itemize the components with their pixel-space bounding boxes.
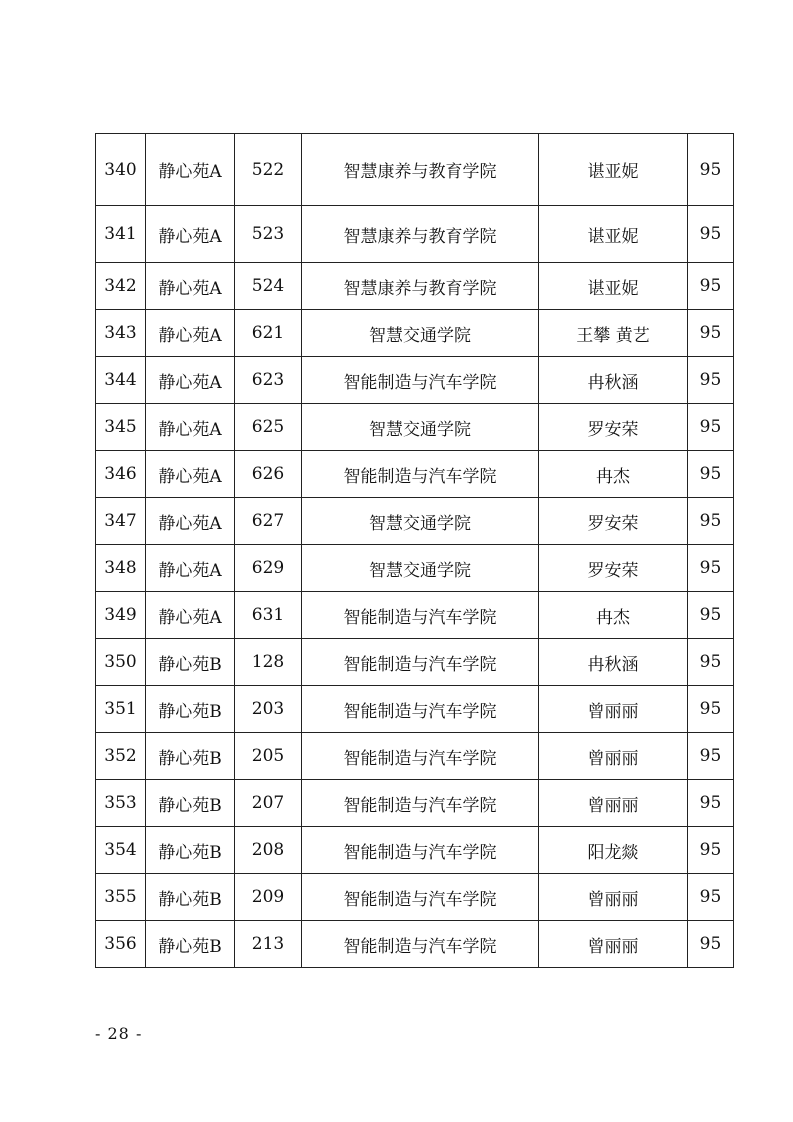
cell-building: 静心苑A — [146, 545, 235, 592]
cell-room: 524 — [235, 263, 302, 310]
cell-number: 349 — [96, 592, 146, 639]
cell-person: 罗安荣 — [539, 404, 688, 451]
cell-person: 王攀 黄艺 — [539, 310, 688, 357]
cell-score: 95 — [688, 310, 734, 357]
cell-room: 207 — [235, 780, 302, 827]
cell-college: 智慧康养与教育学院 — [302, 134, 539, 206]
table-row — [96, 357, 734, 404]
cell-room: 631 — [235, 592, 302, 639]
cell-score: 95 — [688, 498, 734, 545]
cell-college: 智慧交通学院 — [302, 545, 539, 592]
cell-building: 静心苑A — [146, 263, 235, 310]
cell-college: 智慧交通学院 — [302, 498, 539, 545]
cell-college: 智慧交通学院 — [302, 404, 539, 451]
cell-person: 曾丽丽 — [539, 921, 688, 968]
table-body — [96, 134, 734, 968]
cell-building: 静心苑B — [146, 827, 235, 874]
cell-score: 95 — [688, 206, 734, 263]
cell-college: 智慧康养与教育学院 — [302, 206, 539, 263]
page-number: - 28 - — [95, 1024, 143, 1043]
cell-building: 静心苑B — [146, 874, 235, 921]
cell-building: 静心苑B — [146, 921, 235, 968]
cell-number: 356 — [96, 921, 146, 968]
table-row — [96, 545, 734, 592]
table-row — [96, 206, 734, 263]
table-row — [96, 874, 734, 921]
cell-number: 355 — [96, 874, 146, 921]
cell-score: 95 — [688, 874, 734, 921]
cell-college: 智能制造与汽车学院 — [302, 827, 539, 874]
table-row — [96, 686, 734, 733]
cell-person: 谌亚妮 — [539, 206, 688, 263]
cell-person: 冉秋涵 — [539, 357, 688, 404]
cell-number: 342 — [96, 263, 146, 310]
cell-score: 95 — [688, 686, 734, 733]
cell-college: 智能制造与汽车学院 — [302, 592, 539, 639]
table-row — [96, 639, 734, 686]
cell-score: 95 — [688, 357, 734, 404]
cell-college: 智能制造与汽车学院 — [302, 733, 539, 780]
cell-number: 347 — [96, 498, 146, 545]
cell-person: 谌亚妮 — [539, 263, 688, 310]
cell-building: 静心苑A — [146, 592, 235, 639]
cell-room: 522 — [235, 134, 302, 206]
table-row — [96, 592, 734, 639]
cell-number: 344 — [96, 357, 146, 404]
cell-college: 智慧康养与教育学院 — [302, 263, 539, 310]
cell-college: 智能制造与汽车学院 — [302, 451, 539, 498]
cell-number: 354 — [96, 827, 146, 874]
cell-score: 95 — [688, 404, 734, 451]
cell-college: 智能制造与汽车学院 — [302, 686, 539, 733]
cell-person: 冉秋涵 — [539, 639, 688, 686]
cell-person: 曾丽丽 — [539, 780, 688, 827]
cell-person: 曾丽丽 — [539, 874, 688, 921]
cell-number: 350 — [96, 639, 146, 686]
cell-college: 智慧交通学院 — [302, 310, 539, 357]
cell-number: 351 — [96, 686, 146, 733]
cell-college: 智能制造与汽车学院 — [302, 357, 539, 404]
cell-college: 智能制造与汽车学院 — [302, 921, 539, 968]
cell-room: 523 — [235, 206, 302, 263]
table-row — [96, 263, 734, 310]
cell-person: 曾丽丽 — [539, 733, 688, 780]
cell-building: 静心苑A — [146, 404, 235, 451]
cell-room: 625 — [235, 404, 302, 451]
cell-person: 罗安荣 — [539, 498, 688, 545]
cell-building: 静心苑B — [146, 639, 235, 686]
cell-score: 95 — [688, 263, 734, 310]
cell-college: 智能制造与汽车学院 — [302, 780, 539, 827]
table-row — [96, 827, 734, 874]
cell-person: 曾丽丽 — [539, 686, 688, 733]
cell-person: 阳龙燚 — [539, 827, 688, 874]
cell-number: 340 — [96, 134, 146, 206]
cell-building: 静心苑A — [146, 310, 235, 357]
cell-score: 95 — [688, 639, 734, 686]
cell-building: 静心苑A — [146, 206, 235, 263]
cell-score: 95 — [688, 134, 734, 206]
cell-building: 静心苑A — [146, 134, 235, 206]
cell-room: 208 — [235, 827, 302, 874]
table-row — [96, 310, 734, 357]
cell-person: 罗安荣 — [539, 545, 688, 592]
cell-person: 冉杰 — [539, 592, 688, 639]
cell-room: 209 — [235, 874, 302, 921]
cell-building: 静心苑B — [146, 780, 235, 827]
cell-room: 205 — [235, 733, 302, 780]
cell-score: 95 — [688, 451, 734, 498]
cell-score: 95 — [688, 545, 734, 592]
cell-building: 静心苑B — [146, 733, 235, 780]
cell-college: 智能制造与汽车学院 — [302, 639, 539, 686]
cell-room: 629 — [235, 545, 302, 592]
dormitory-score-table — [95, 133, 734, 968]
table-row — [96, 134, 734, 206]
cell-college: 智能制造与汽车学院 — [302, 874, 539, 921]
cell-building: 静心苑A — [146, 451, 235, 498]
cell-room: 128 — [235, 639, 302, 686]
table-row — [96, 404, 734, 451]
cell-score: 95 — [688, 733, 734, 780]
cell-room: 203 — [235, 686, 302, 733]
cell-number: 352 — [96, 733, 146, 780]
table-row — [96, 780, 734, 827]
cell-building: 静心苑B — [146, 686, 235, 733]
cell-number: 341 — [96, 206, 146, 263]
cell-score: 95 — [688, 921, 734, 968]
cell-score: 95 — [688, 780, 734, 827]
cell-room: 627 — [235, 498, 302, 545]
table-row — [96, 733, 734, 780]
cell-number: 343 — [96, 310, 146, 357]
cell-number: 353 — [96, 780, 146, 827]
cell-person: 冉杰 — [539, 451, 688, 498]
table-row — [96, 451, 734, 498]
cell-room: 623 — [235, 357, 302, 404]
cell-number: 348 — [96, 545, 146, 592]
cell-number: 345 — [96, 404, 146, 451]
cell-room: 213 — [235, 921, 302, 968]
cell-room: 626 — [235, 451, 302, 498]
cell-person: 谌亚妮 — [539, 134, 688, 206]
cell-score: 95 — [688, 827, 734, 874]
table-row — [96, 921, 734, 968]
cell-building: 静心苑A — [146, 357, 235, 404]
table-row — [96, 498, 734, 545]
cell-number: 346 — [96, 451, 146, 498]
cell-room: 621 — [235, 310, 302, 357]
cell-score: 95 — [688, 592, 734, 639]
cell-building: 静心苑A — [146, 498, 235, 545]
